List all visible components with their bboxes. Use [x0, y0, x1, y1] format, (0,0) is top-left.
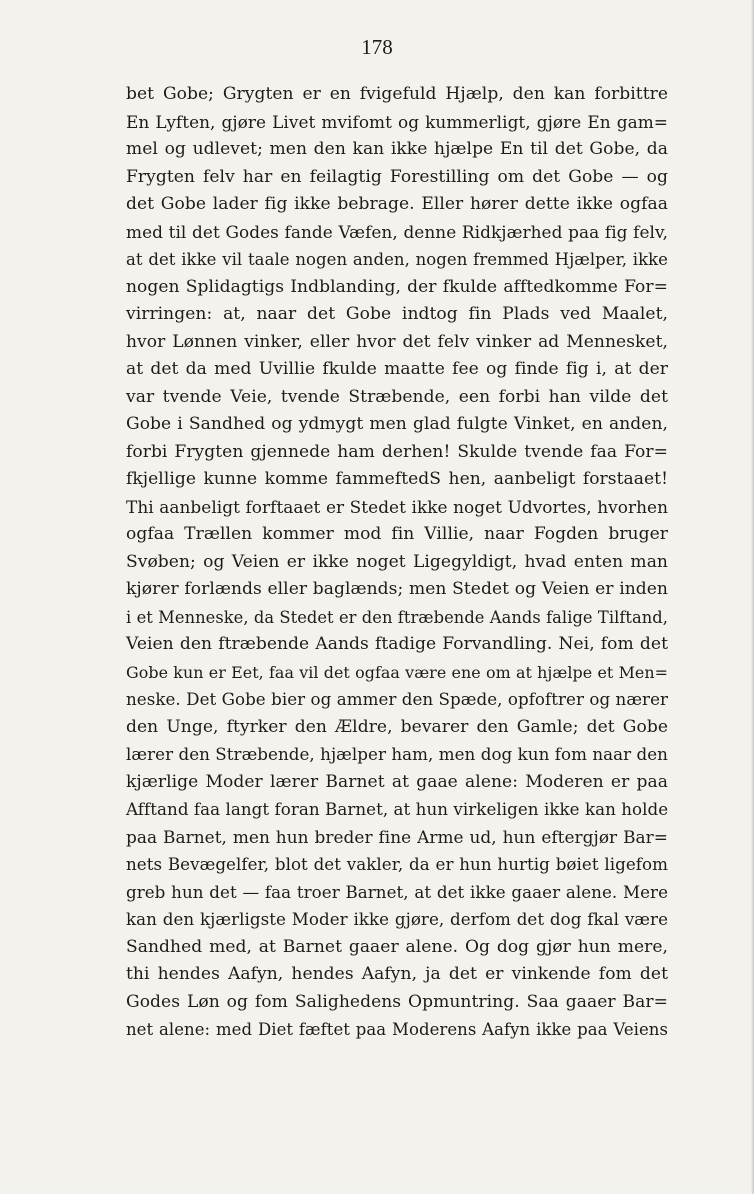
text-line: Gobe kun er Eet, faa vil det ogfaa være ene om at hjælpe et Men=: [126, 662, 668, 682]
text-line: Gobe i Sandhed og ydmygt men glad fulgte Vinket, en anden,: [126, 414, 668, 434]
text-line: at det ikke vil taale nogen anden, nogen fremmed Hjælper, ikke: [126, 250, 668, 269]
text-line: fkjellige kunne komme fammeftedS hen, aanbeligt forstaaet!: [126, 469, 668, 489]
text-line: mel og udlevet; men den kan ikke hjælpe En til det Gobe, da: [126, 139, 668, 159]
text-line: En Lyften, gjøre Livet mvifomt og kummerligt, gjøre En gam=: [126, 111, 668, 132]
text-line: med til det Godes fande Væfen, denne Ridkjærhed paa fig felv,: [126, 221, 668, 242]
text-line: at det da med Uvillie fkulde maatte fee og finde fig i, at der: [126, 359, 668, 379]
text-line: bet Gobe; Grygten er en fvigefuld Hjælp, den kan forbittre: [126, 84, 668, 104]
text-line: Sandhed med, at Barnet gaaer alene. Og dog gjør hun mere,: [126, 936, 668, 957]
text-line: Frygten felv har en feilagtig Forestilling om det Gobe — og: [126, 166, 668, 187]
text-line: Thi aanbeligt forftaaet er Stedet ikke noget Udvortes, hvorhen: [126, 496, 668, 517]
text-line: kan den kjærligste Moder ikke gjøre, derfom det dog fkal være: [126, 909, 668, 929]
body-text: [126, 81, 668, 1044]
text-line: den Unge, ftyrker den Ældre, bevarer den Gamle; det Gobe: [126, 716, 668, 737]
text-line: neske. Det Gobe bier og ammer den Spæde, opfoftrer og nærer: [126, 689, 669, 709]
text-line: Veien den ftræbende Aands ftadige Forvandling. Nei, fom det: [126, 634, 668, 654]
text-line: Afftand faa langt foran Barnet, at hun virkeligen ikke kan holde: [126, 799, 669, 819]
text-line: hvor Lønnen vinker, eller hvor det felv vinker ad Mennesket,: [126, 331, 668, 352]
text-line: var tvende Veie, tvende Stræbende, een forbi han vilde det: [126, 386, 668, 407]
text-line: i et Menneske, da Stedet er den ftræbende Aands falige Tilftand,: [126, 607, 668, 627]
text-line: net alene: med Diet fæftet paa Moderens Aafyn ikke paa Veiens: [126, 1020, 668, 1039]
text-line: Svøben; og Veien er ikke noget Ligegyldigt, hvad enten man: [126, 551, 668, 572]
text-line: kjærlige Moder lærer Barnet at gaae alene: Moderen er paa: [126, 771, 668, 792]
text-line: greb hun det — faa troer Barnet, at det ikke gaaer alene. Mere: [126, 881, 668, 902]
text-line: forbi Frygten gjennede ham derhen! Skulde tvende faa For=: [126, 441, 668, 462]
text-line: kjører forlænds eller baglænds; men Stedet og Veien er inden: [126, 579, 668, 599]
text-line: Godes Løn og fom Salighedens Opmuntring. Saa gaaer Bar=: [126, 991, 668, 1012]
text-line: nets Bevægelfer, blot det vakler, da er hun hurtig bøiet ligefom: [126, 854, 668, 874]
text-line: nogen Splidagtigs Indblanding, der fkulde afftedkomme For=: [126, 276, 668, 297]
text-line: virringen: at, naar det Gobe indtog fin Plads ved Maalet,: [126, 304, 668, 324]
page-number: 178: [361, 35, 393, 59]
text-line: det Gobe lader fig ikke bebrage. Eller hører dette ikke ogfaa: [126, 194, 668, 214]
text-line: paa Barnet, men hun breder fine Arme ud, hun eftergjør Bar=: [126, 826, 668, 847]
text-line: lærer den Stræbende, hjælper ham, men dog kun fom naar den: [126, 744, 668, 764]
text-line: thi hendes Aafyn, hendes Aafyn, ja det er vinkende fom det: [126, 964, 668, 984]
text-line: ogfaa Trællen kommer mod fin Villie, naar Fogden bruger: [126, 524, 668, 544]
